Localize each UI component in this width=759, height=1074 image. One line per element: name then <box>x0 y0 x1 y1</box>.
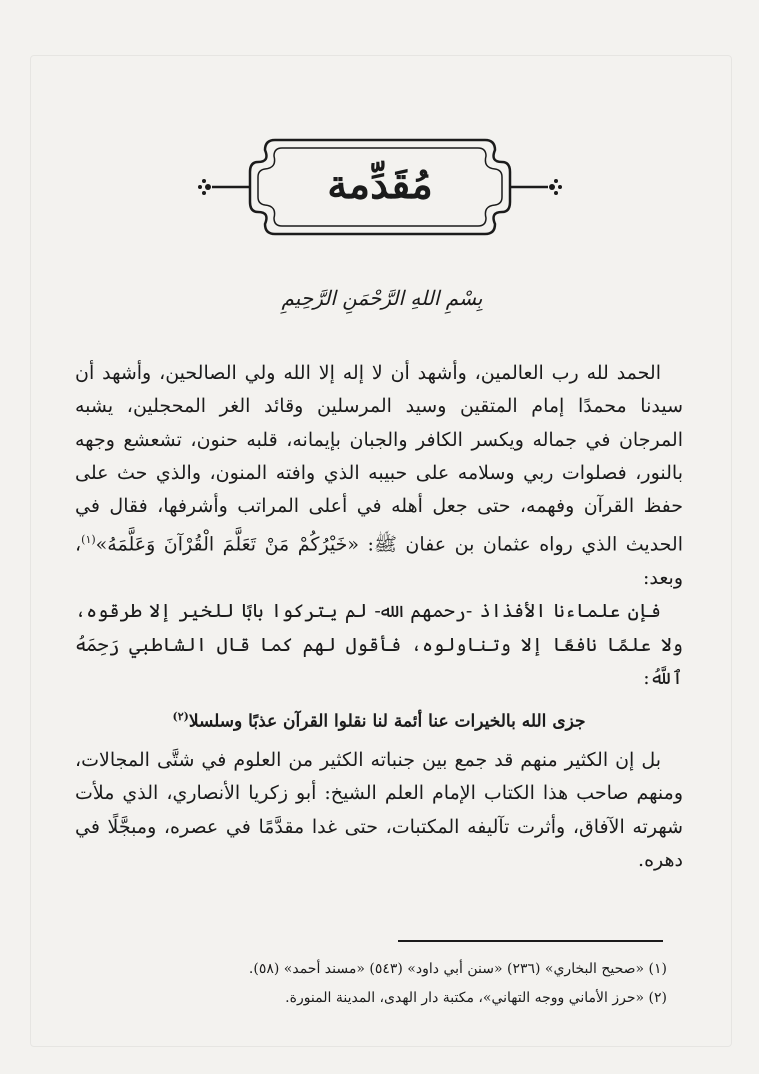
poem-verse-text: جزى الله بالخيرات عنا أئمة لنا نقلوا القرآن عذبًا وسلسلا <box>188 711 586 732</box>
paragraph-1-text: الحمد لله رب العالمين، وأشهد أن لا إله إلا الله ولي الصالحين، وأشهد أن سيدنا محمدًا إمام المتقين وسيد المرسلين وقائد الغر المحجلين، يشبه المرجان في جماله ويكسر الكافر والجبان بإيمانه، قلبه حنون، تشعشع وجهه بالنور، فصلوات ربي وسلامه على حبيبه الذي وافته المنون، والذي حث على حفظ القرآن وفهمه، حتى جعل أهله في أعلى المراتب وأشرفها، فقال في الحديث الذي رواه عثمان بن عفان ﷺ: «خَيْرُكُمْ مَنْ تَعَلَّمَ الْقُرْآنَ وَعَلَّمَهُ» <box>75 362 683 556</box>
body-text <box>75 357 683 877</box>
footnote-separator <box>398 940 663 942</box>
paragraph-2: فإن علماءنا الأفذاذ -رحمهم الله- لم يتركوا بابًا للخير إلا طرقوه، ولا علمًا نافعًا إلا وتناولوه، فأقول لهم كما قال الشاطبي رَحِمَهُ ٱللَّهُ: <box>75 600 683 689</box>
poem-verse <box>75 695 683 744</box>
footnote-1: (١) «صحيح البخاري» (٢٣٦) «سنن أبي داود» (٥٤٣) «مسند أحمد» (٥٨). <box>248 961 667 977</box>
paragraph-1 <box>75 357 683 595</box>
footnotes <box>200 955 667 1013</box>
paragraph-1-tail: ، وبعد: <box>75 533 683 590</box>
chapter-title: مُقَدِّمة <box>327 161 433 208</box>
basmala: بِسْمِ اللهِ الرَّحْمَنِ الرَّحِيمِ <box>281 286 483 310</box>
footnote-2: (٢) «حرز الأماني ووجه التهاني»، مكتبة دار الهدى، المدينة المنورة. <box>285 990 667 1006</box>
footnote-ref-1: (١) <box>81 533 96 547</box>
paragraph-3: بل إن الكثير منهم قد جمع بين جنباته الكثير من العلوم في شتَّى المجالات، ومنهم صاحب هذا الكتاب الإمام العلم الشيخ: أبو زكريا الأنصاري، الذي ملأت شهرته الآفاق، وأثرت تآليفه المكتبات، حتى غدا مقدَّمًا في عصره، ومبجَّلًا في دهره. <box>75 748 683 871</box>
footnote-ref-2: (٢) <box>172 710 189 724</box>
